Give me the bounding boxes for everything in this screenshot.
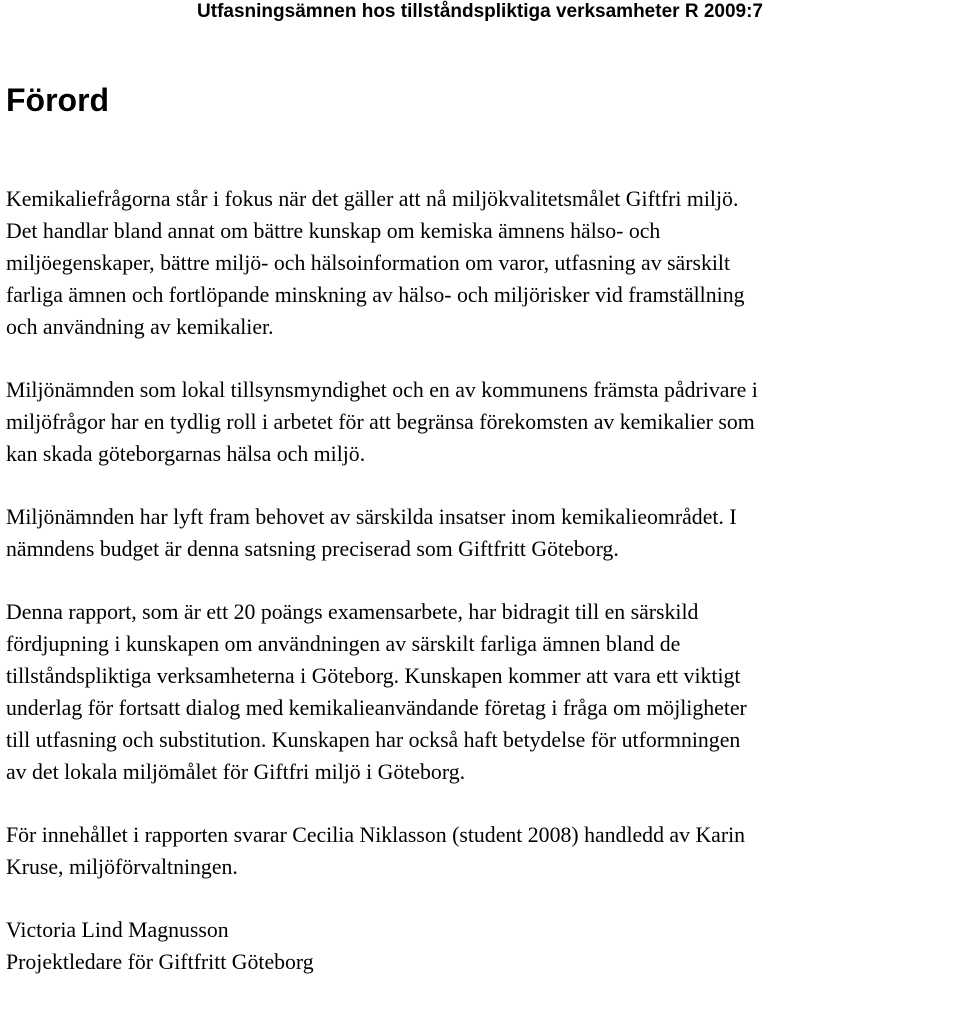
text-line: miljöfrågor har en tydlig roll i arbetet för att begränsa förekomsten av kemikalier som <box>6 410 755 434</box>
text-line: tillståndspliktiga verksamheterna i Göteborg. Kunskapen kommer att vara ett viktigt <box>6 664 741 688</box>
text-line: Kemikaliefrågorna står i fokus när det gäller att nå miljökvalitetsmålet Giftfri miljö. <box>6 187 739 211</box>
text-line: kan skada göteborgarnas hälsa och miljö. <box>6 442 366 466</box>
text-line: nämndens budget är denna satsning preciserad som Giftfritt Göteborg. <box>6 537 619 561</box>
running-header: Utfasningsämnen hos tillståndspliktiga verksamheter R 2009:7 <box>197 1 763 22</box>
signature-role: Projektledare för Giftfritt Göteborg <box>6 950 314 974</box>
paragraph-4 <box>6 596 956 788</box>
text-line: Denna rapport, som är ett 20 poängs examensarbete, har bidragit till en särskild <box>6 600 699 624</box>
document-body <box>6 183 956 1009</box>
paragraph-1 <box>6 183 956 343</box>
text-line: farliga ämnen och fortlöpande minskning av hälso- och miljörisker vid framställning <box>6 283 745 307</box>
signature-block <box>6 914 956 978</box>
text-line: Miljönämnden som lokal tillsynsmyndighet och en av kommunens främsta pådrivare i <box>6 378 758 402</box>
page-title: Förord <box>6 82 110 118</box>
text-line: fördjupning i kunskapen om användningen av särskilt farliga ämnen bland de <box>6 632 681 656</box>
text-line: Det handlar bland annat om bättre kunskap om kemiska ämnens hälso- och <box>6 219 661 243</box>
text-line: av det lokala miljömålet för Giftfri miljö i Göteborg. <box>6 760 466 784</box>
signature-name: Victoria Lind Magnusson <box>6 918 229 942</box>
text-line: miljöegenskaper, bättre miljö- och hälsoinformation om varor, utfasning av särskilt <box>6 251 731 275</box>
paragraph-5 <box>6 819 956 883</box>
text-line: Kruse, miljöförvaltningen. <box>6 855 238 879</box>
text-line: och användning av kemikalier. <box>6 315 274 339</box>
paragraph-3 <box>6 501 956 565</box>
paragraph-2 <box>6 374 956 470</box>
text-line: Miljönämnden har lyft fram behovet av särskilda insatser inom kemikalieområdet. I <box>6 505 737 529</box>
text-line: underlag för fortsatt dialog med kemikalieanvändande företag i fråga om möjligheter <box>6 696 747 720</box>
text-line: till utfasning och substitution. Kunskapen har också haft betydelse för utformningen <box>6 728 741 752</box>
text-line: För innehållet i rapporten svarar Cecilia Niklasson (student 2008) handledd av Karin <box>6 823 746 847</box>
